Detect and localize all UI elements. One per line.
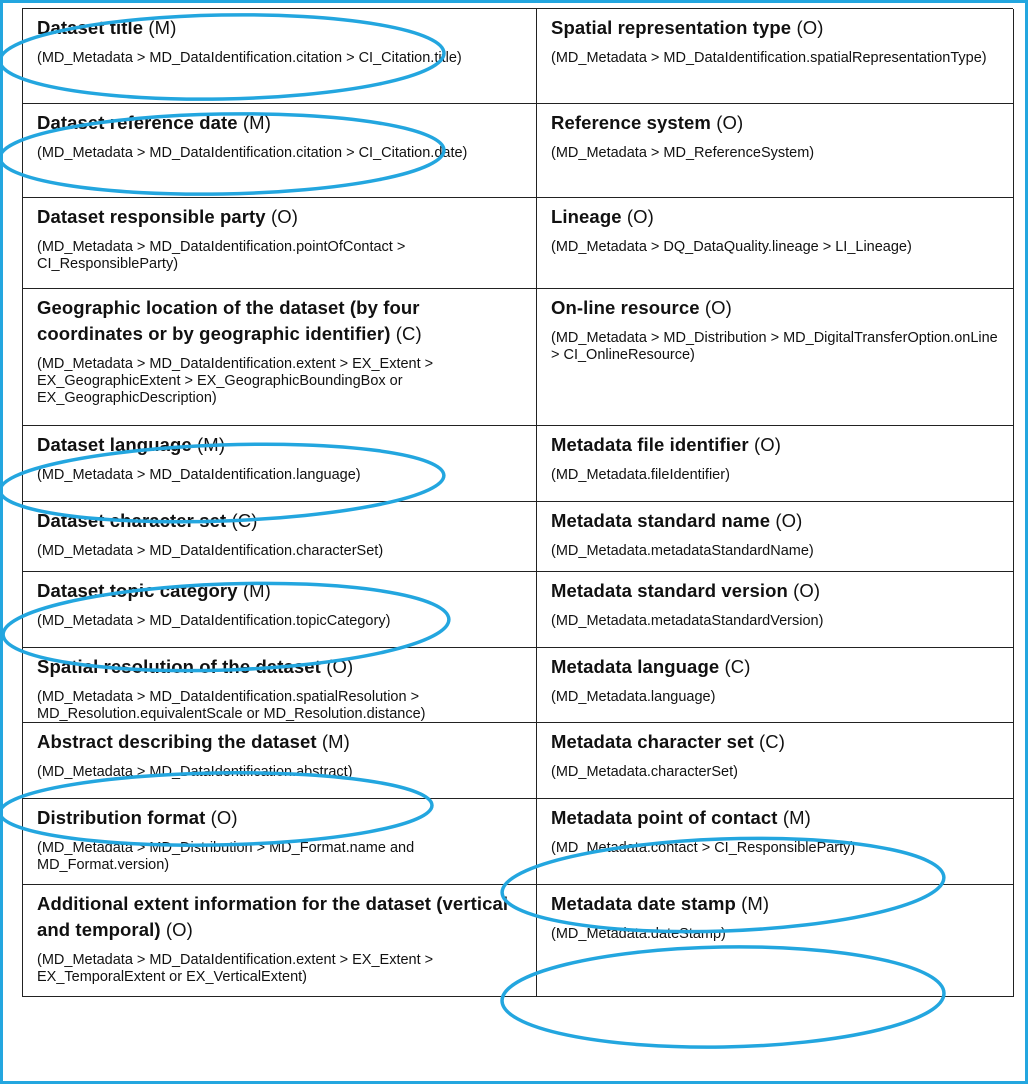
iso-path: (MD_Metadata > MD_DataIdentification.extent > EX_Extent > EX_GeographicExtent > EX_GeographicBoundingBox or EX_GeographicDescription): [37, 356, 434, 406]
element-title-text: Metadata standard name: [551, 510, 771, 531]
element-title-text: Spatial representation type: [551, 17, 792, 38]
metadata-cell-dataset-topic-category: [23, 572, 537, 648]
metadata-cell-on-line-resource: [537, 289, 1014, 426]
obligation-label: (O): [326, 656, 354, 677]
element-title: [551, 432, 1005, 458]
obligation-label: (M): [197, 434, 226, 455]
iso-path: (MD_Metadata > MD_DataIdentification.topicCategory): [37, 613, 391, 629]
element-title: [37, 654, 528, 680]
obligation-label: (M): [242, 580, 271, 601]
obligation-label: (O): [793, 580, 821, 601]
element-title: [551, 295, 1005, 321]
element-title: [37, 15, 528, 41]
obligation-label: (C): [231, 510, 258, 531]
iso-path: (MD_Metadata.contact > CI_ResponsibleParty): [551, 840, 856, 856]
metadata-cell-lineage: [537, 198, 1014, 289]
iso-path: (MD_Metadata.characterSet): [551, 764, 738, 780]
element-title: [551, 891, 1005, 917]
obligation-label: (M): [782, 807, 811, 828]
element-title-text: Metadata character set: [551, 731, 754, 752]
iso-path: (MD_Metadata > MD_DataIdentification.spatialResolution > MD_Resolution.equivalentScale or MD_Resolution.distance): [37, 689, 426, 722]
element-title: [551, 729, 1005, 755]
element-title: [37, 110, 528, 136]
metadata-cell-additional-extent-information-for-the-dataset-vertical-and-temporal: [23, 885, 537, 997]
obligation-label: (O): [796, 17, 824, 38]
iso-path: (MD_Metadata > MD_DataIdentification.citation > CI_Citation.title): [37, 50, 462, 66]
iso-path: (MD_Metadata > MD_Distribution > MD_Format.name and MD_Format.version): [37, 840, 415, 873]
iso-path: (MD_Metadata > MD_DataIdentification.abstract): [37, 764, 353, 780]
metadata-cell-metadata-standard-name: [537, 502, 1014, 572]
obligation-label: (O): [626, 206, 654, 227]
element-title-text: Dataset reference date: [37, 112, 238, 133]
obligation-label: (O): [210, 807, 238, 828]
element-title: [551, 578, 1005, 604]
obligation-label: (O): [775, 510, 803, 531]
metadata-cell-metadata-date-stamp: [537, 885, 1014, 997]
iso-path: (MD_Metadata > MD_DataIdentification.characterSet): [37, 543, 384, 559]
obligation-label: (O): [270, 206, 298, 227]
iso-path: (MD_Metadata > MD_DataIdentification.citation > CI_Citation.date): [37, 145, 468, 161]
element-title-text: Dataset character set: [37, 510, 227, 531]
element-title-text: Metadata file identifier: [551, 434, 749, 455]
obligation-label: (M): [321, 731, 350, 752]
element-title-text: On-line resource: [551, 297, 700, 318]
element-title-text: Additional extent information for the dataset (vertical and temporal): [37, 893, 509, 940]
element-title: [37, 805, 528, 831]
element-title: [551, 654, 1005, 680]
element-title: [551, 15, 1005, 41]
metadata-cell-dataset-responsible-party: [23, 198, 537, 289]
element-title-text: Dataset topic category: [37, 580, 238, 601]
metadata-cell-dataset-character-set: [23, 502, 537, 572]
obligation-label: (C): [395, 323, 422, 344]
metadata-cell-dataset-language: [23, 426, 537, 502]
element-title: [551, 110, 1005, 136]
obligation-label: (C): [758, 731, 785, 752]
obligation-label: (M): [148, 17, 177, 38]
iso-path: (MD_Metadata > MD_DataIdentification.language): [37, 467, 361, 483]
metadata-cell-metadata-language: [537, 648, 1014, 723]
element-title-text: Metadata standard version: [551, 580, 788, 601]
metadata-cell-reference-system: [537, 104, 1014, 198]
element-title-text: Metadata date stamp: [551, 893, 736, 914]
obligation-label: (O): [704, 297, 732, 318]
iso-path: (MD_Metadata.metadataStandardName): [551, 543, 814, 559]
iso-path: (MD_Metadata.fileIdentifier): [551, 467, 730, 483]
iso-path: (MD_Metadata > DQ_DataQuality.lineage > LI_Lineage): [551, 239, 912, 255]
iso-path: (MD_Metadata > MD_Distribution > MD_DigitalTransferOption.onLine > CI_OnlineResource): [551, 330, 998, 363]
element-title-text: Dataset responsible party: [37, 206, 266, 227]
metadata-cell-metadata-point-of-contact: [537, 799, 1014, 885]
element-title: [551, 508, 1005, 534]
element-title: [37, 578, 528, 604]
element-title: [37, 204, 528, 230]
element-title-text: Abstract describing the dataset: [37, 731, 317, 752]
metadata-cell-spatial-resolution-of-the-dataset: [23, 648, 537, 723]
iso-path: (MD_Metadata > MD_DataIdentification.extent > EX_Extent > EX_TemporalExtent or EX_VerticalExtent): [37, 952, 434, 985]
metadata-cell-distribution-format: [23, 799, 537, 885]
metadata-cell-abstract-describing-the-dataset: [23, 723, 537, 799]
element-title-text: Lineage: [551, 206, 622, 227]
metadata-cell-dataset-title: [23, 9, 537, 104]
metadata-cell-dataset-reference-date: [23, 104, 537, 198]
element-title: [37, 891, 528, 943]
metadata-cell-metadata-standard-version: [537, 572, 1014, 648]
element-title-text: Dataset title: [37, 17, 144, 38]
element-title-text: Reference system: [551, 112, 711, 133]
obligation-label: (O): [165, 919, 193, 940]
metadata-elements-table: [22, 8, 1013, 997]
element-title-text: Metadata language: [551, 656, 720, 677]
iso-path: (MD_Metadata > MD_ReferenceSystem): [551, 145, 815, 161]
iso-path: (MD_Metadata.dateStamp): [551, 926, 726, 942]
iso-path: (MD_Metadata > MD_DataIdentification.pointOfContact > CI_ResponsibleParty): [37, 239, 406, 272]
iso-path: (MD_Metadata > MD_DataIdentification.spatialRepresentationType): [551, 50, 987, 66]
metadata-cell-metadata-file-identifier: [537, 426, 1014, 502]
element-title: [37, 508, 528, 534]
obligation-label: (O): [753, 434, 781, 455]
element-title-text: Dataset language: [37, 434, 192, 455]
element-title-text: Spatial resolution of the dataset: [37, 656, 321, 677]
element-title-text: Distribution format: [37, 807, 206, 828]
metadata-cell-geographic-location-of-the-dataset-by-four-coordinates-or-by-geographic-identifier: [23, 289, 537, 426]
element-title-text: Metadata point of contact: [551, 807, 778, 828]
metadata-cell-metadata-character-set: [537, 723, 1014, 799]
iso-path: (MD_Metadata.language): [551, 689, 716, 705]
element-title: [37, 295, 528, 347]
obligation-label: (M): [242, 112, 271, 133]
obligation-label: (O): [716, 112, 744, 133]
metadata-cell-spatial-representation-type: [537, 9, 1014, 104]
iso-path: (MD_Metadata.metadataStandardVersion): [551, 613, 824, 629]
obligation-label: (C): [724, 656, 751, 677]
element-title: [37, 729, 528, 755]
element-title: [551, 805, 1005, 831]
element-title: [551, 204, 1005, 230]
element-title: [37, 432, 528, 458]
obligation-label: (M): [741, 893, 770, 914]
element-title-text: Geographic location of the dataset (by four coordinates or by geographic identifier): [37, 297, 420, 344]
